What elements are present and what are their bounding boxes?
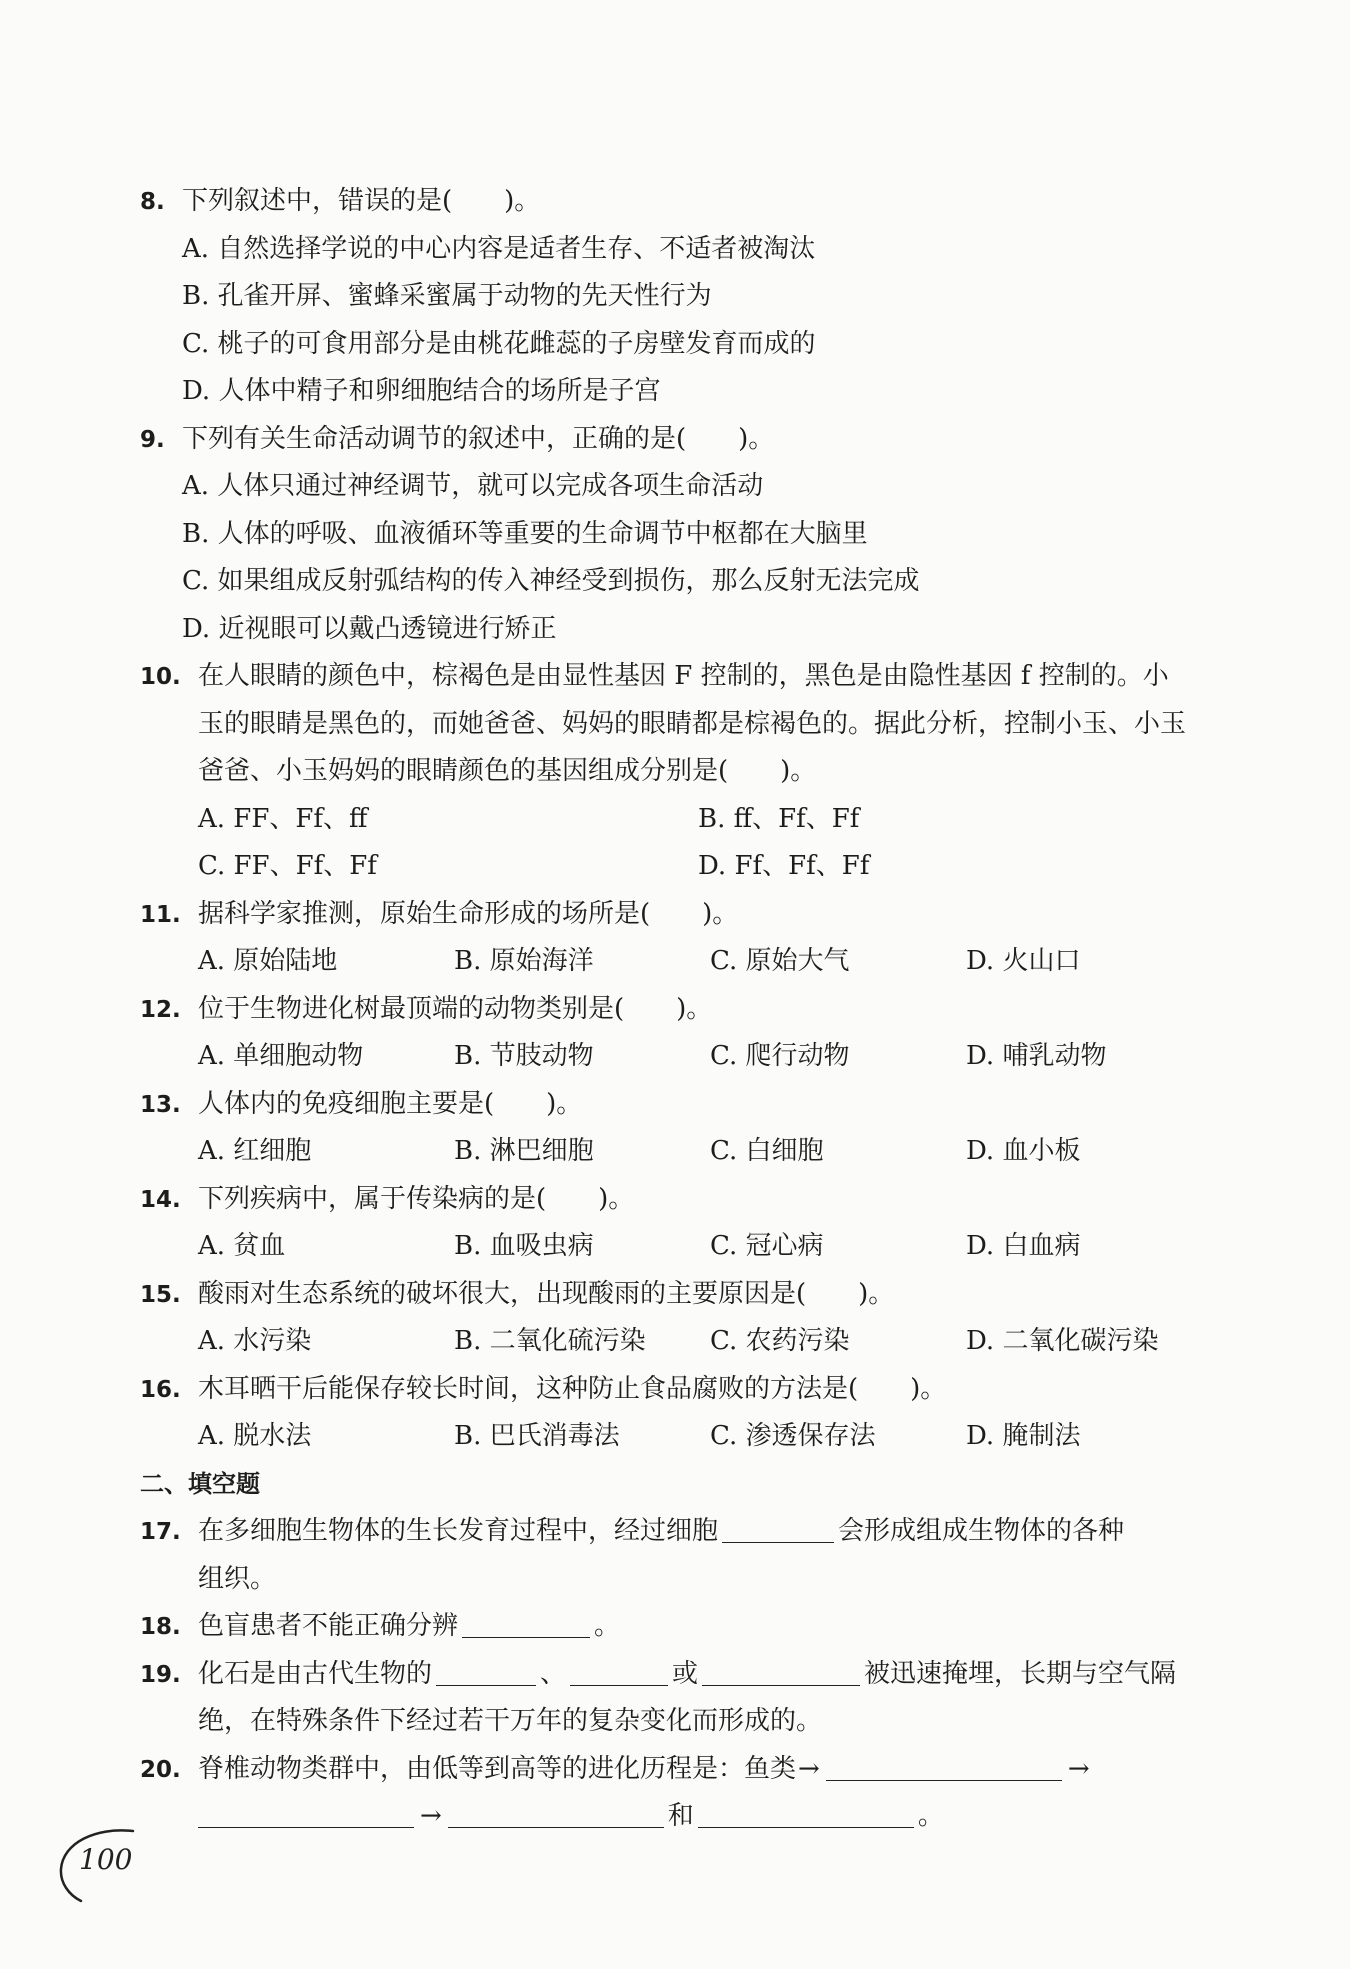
option: D. 人体中精子和卵细胞结合的场所是子宫 bbox=[182, 376, 661, 406]
answer-blank[interactable] bbox=[570, 1653, 668, 1686]
answer-blank[interactable] bbox=[198, 1795, 414, 1828]
question-20 bbox=[140, 1746, 1215, 1794]
question-text: 位于生物进化树最顶端的动物类别是( )。 bbox=[198, 993, 713, 1024]
arrow-icon: → bbox=[420, 1801, 442, 1831]
question-list bbox=[140, 178, 1215, 1841]
answer-blank[interactable] bbox=[698, 1795, 914, 1828]
option-row bbox=[140, 1033, 1215, 1081]
option: B. 节肢动物 bbox=[454, 1041, 594, 1071]
question-number: 11. bbox=[140, 901, 181, 928]
question-number: 15. bbox=[140, 1281, 181, 1308]
question-text: 人体内的免疫细胞主要是( )。 bbox=[198, 1088, 583, 1119]
option: A. 水污染 bbox=[198, 1326, 312, 1356]
option: D. 血小板 bbox=[966, 1136, 1081, 1166]
page-number: 100 bbox=[79, 1843, 133, 1876]
question-12-stem bbox=[140, 986, 1215, 1034]
question-text-continued: 组织。 bbox=[198, 1563, 277, 1594]
question-text: 化石是由古代生物的 bbox=[198, 1658, 433, 1689]
option: D. 哺乳动物 bbox=[966, 1041, 1107, 1071]
question-text: 会形成组成生物体的各种 bbox=[838, 1516, 1125, 1546]
option: C. 如果组成反射弧结构的传入神经受到损伤，那么反射无法完成 bbox=[182, 566, 920, 596]
option: D. 腌制法 bbox=[966, 1421, 1081, 1451]
option: C. 桃子的可食用部分是由桃花雌蕊的子房壁发育而成的 bbox=[182, 328, 816, 359]
question-16-stem bbox=[140, 1366, 1215, 1414]
question-number: 20. bbox=[140, 1756, 181, 1783]
question-text-continued: 爸爸、小玉妈妈的眼睛颜色的基因组成分别是( )。 bbox=[198, 756, 817, 786]
option: A. 贫血 bbox=[198, 1231, 286, 1261]
question-number: 14. bbox=[140, 1186, 181, 1213]
question-text: 下列疾病中，属于传染病的是( )。 bbox=[198, 1183, 635, 1214]
question-text: 下列叙述中，错误的是( )。 bbox=[182, 186, 541, 216]
question-text: 。 bbox=[917, 1801, 944, 1831]
question-18 bbox=[140, 1603, 1215, 1651]
question-text: 。 bbox=[594, 1611, 621, 1641]
option: C. 原始大气 bbox=[710, 946, 850, 976]
option-row bbox=[140, 843, 1215, 891]
question-number: 13. bbox=[140, 1091, 181, 1118]
option: B. 血吸虫病 bbox=[454, 1231, 594, 1261]
option: C. 白细胞 bbox=[710, 1136, 824, 1166]
page-number-badge bbox=[55, 1825, 151, 1903]
option: A. 红细胞 bbox=[198, 1136, 312, 1166]
option: C. FF、Ff、Ff bbox=[198, 851, 377, 881]
question-text: 据科学家推测，原始生命形成的场所是( )。 bbox=[198, 898, 739, 929]
section-title: 二、填空题 bbox=[140, 1469, 260, 1498]
question-text: 在人眼睛的颜色中，棕褐色是由显性基因 F 控制的，黑色是由隐性基因 f 控制的。小 bbox=[198, 661, 1169, 691]
option: A. 单细胞动物 bbox=[198, 1041, 364, 1071]
option: B. 淋巴细胞 bbox=[454, 1136, 594, 1166]
option: D. Ff、Ff、Ff bbox=[698, 851, 870, 881]
option: B. 人体的呼吸、血液循环等重要的生命调节中枢都在大脑里 bbox=[182, 518, 868, 549]
question-text: 在多细胞生物体的生长发育过程中，经过细胞 bbox=[198, 1516, 719, 1546]
question-number: 17. bbox=[140, 1519, 181, 1545]
option: B. 原始海洋 bbox=[454, 946, 594, 976]
question-number: 12. bbox=[140, 996, 181, 1023]
question-text: 脊椎动物类群中，由低等到高等的进化历程是：鱼类 bbox=[198, 1753, 797, 1784]
question-17 bbox=[140, 1508, 1215, 1556]
question-number: 10. bbox=[140, 664, 181, 690]
question-19 bbox=[140, 1651, 1215, 1699]
option: D. 近视眼可以戴凸透镜进行矫正 bbox=[182, 613, 557, 644]
option-row bbox=[140, 1128, 1215, 1176]
question-20-continued bbox=[140, 1793, 1215, 1841]
option-row bbox=[140, 938, 1215, 986]
question-text: 下列有关生命活动调节的叙述中，正确的是( )。 bbox=[182, 423, 775, 454]
question-number: 18. bbox=[140, 1614, 181, 1640]
question-number: 16. bbox=[140, 1376, 181, 1403]
option-row bbox=[140, 1223, 1215, 1271]
conjunction: 和 bbox=[667, 1801, 694, 1831]
question-number: 8. bbox=[140, 189, 165, 215]
answer-blank[interactable] bbox=[702, 1653, 860, 1686]
question-text: 木耳晒干后能保存较长时间，这种防止食品腐败的方法是( )。 bbox=[198, 1373, 947, 1404]
question-number: 19. bbox=[140, 1661, 181, 1688]
question-14-stem bbox=[140, 1176, 1215, 1224]
question-number: 9. bbox=[140, 426, 165, 453]
question-8-stem bbox=[140, 178, 1215, 226]
option: A. 人体只通过神经调节，就可以完成各项生命活动 bbox=[182, 471, 764, 501]
arrow-icon: → bbox=[798, 1753, 820, 1784]
answer-blank[interactable] bbox=[462, 1605, 590, 1638]
option: D. 火山口 bbox=[966, 946, 1081, 976]
question-10-stem bbox=[140, 653, 1215, 701]
option: A. 脱水法 bbox=[198, 1421, 312, 1451]
arrow-icon: → bbox=[1067, 1753, 1090, 1784]
option: C. 农药污染 bbox=[710, 1326, 850, 1356]
answer-blank[interactable] bbox=[448, 1795, 664, 1828]
answer-blank[interactable] bbox=[436, 1653, 536, 1686]
separator: 或 bbox=[672, 1658, 699, 1689]
question-text: 被迅速掩埋，长期与空气隔 bbox=[864, 1658, 1177, 1689]
option: D. 白血病 bbox=[966, 1231, 1081, 1261]
separator: 、 bbox=[540, 1658, 567, 1689]
option: C. 渗透保存法 bbox=[710, 1421, 876, 1451]
answer-blank[interactable] bbox=[722, 1510, 834, 1543]
question-text: 色盲患者不能正确分辨 bbox=[198, 1611, 459, 1641]
option-row bbox=[140, 1318, 1215, 1366]
option: A. FF、Ff、ff bbox=[198, 803, 368, 834]
question-text-continued: 玉的眼睛是黑色的，而她爸爸、妈妈的眼睛都是棕褐色的。据此分析，控制小玉、小玉 bbox=[198, 708, 1187, 739]
option: B. 孔雀开屏、蜜蜂采蜜属于动物的先天性行为 bbox=[182, 281, 712, 311]
question-text: 酸雨对生态系统的破坏很大，出现酸雨的主要原因是( )。 bbox=[198, 1278, 895, 1309]
option: C. 爬行动物 bbox=[710, 1041, 850, 1071]
option: D. 二氧化碳污染 bbox=[966, 1326, 1159, 1356]
option: B. 二氧化硫污染 bbox=[454, 1326, 646, 1356]
question-13-stem bbox=[140, 1081, 1215, 1129]
question-11-stem bbox=[140, 891, 1215, 939]
option-row bbox=[140, 796, 1215, 844]
question-15-stem bbox=[140, 1271, 1215, 1319]
option: A. 自然选择学说的中心内容是适者生存、不适者被淘汰 bbox=[182, 233, 816, 264]
option: A. 原始陆地 bbox=[198, 946, 338, 976]
option-row bbox=[140, 1413, 1215, 1461]
option: C. 冠心病 bbox=[710, 1231, 824, 1261]
question-text-continued: 绝，在特殊条件下经过若干万年的复杂变化而形成的。 bbox=[198, 1706, 823, 1736]
option: B. ff、Ff、Ff bbox=[698, 803, 860, 834]
option: B. 巴氏消毒法 bbox=[454, 1421, 620, 1451]
question-9-stem bbox=[140, 416, 1215, 464]
answer-blank[interactable] bbox=[826, 1748, 1062, 1781]
